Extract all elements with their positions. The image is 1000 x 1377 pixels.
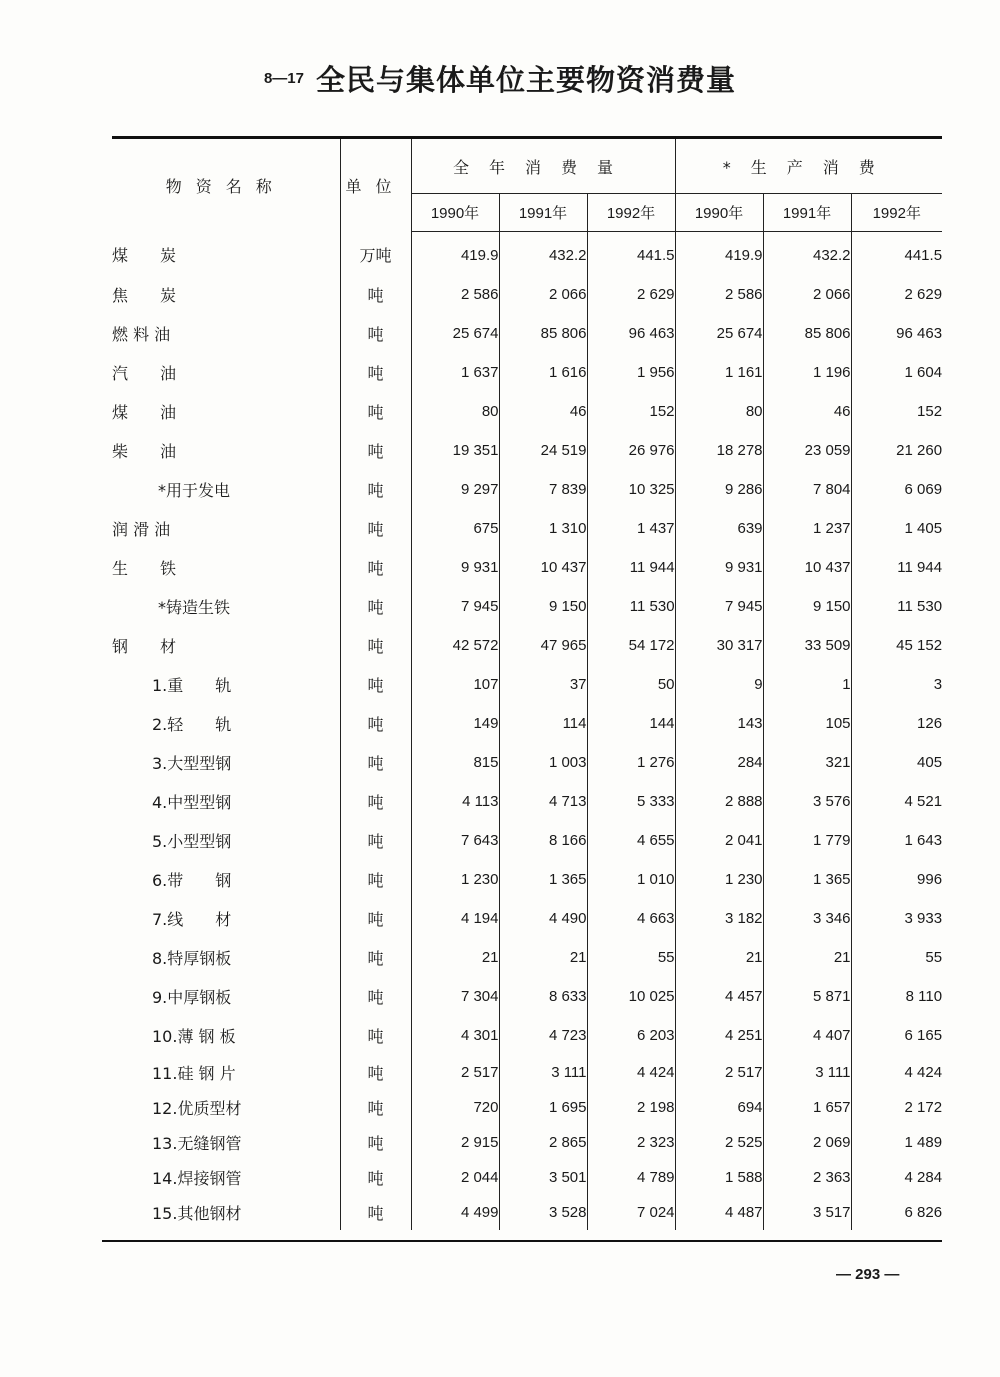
- value-cell: 996: [851, 860, 942, 899]
- unit-cell: 吨: [340, 587, 411, 626]
- value-cell: 1 365: [763, 860, 851, 899]
- material-name: 燃 料 油: [112, 324, 171, 344]
- value-cell: 419.9: [411, 231, 499, 275]
- table-row: [112, 977, 942, 1016]
- value-cell: 37: [499, 665, 587, 704]
- material-name: *铸造生铁: [158, 597, 231, 617]
- value-cell: 432.2: [763, 231, 851, 275]
- value-cell: 405: [851, 743, 942, 782]
- value-cell: 10 437: [763, 548, 851, 587]
- value-cell: 1 230: [411, 860, 499, 899]
- value-cell: 6 203: [587, 1016, 675, 1055]
- table-row: [112, 587, 942, 626]
- table-title: 全民与集体单位主要物资消费量: [316, 63, 737, 97]
- table-row: [112, 665, 942, 704]
- page-title: [0, 58, 1000, 99]
- value-cell: 25 674: [675, 314, 763, 353]
- value-cell: 96 463: [587, 314, 675, 353]
- value-cell: 8 166: [499, 821, 587, 860]
- value-cell: 10 025: [587, 977, 675, 1016]
- value-cell: 7 304: [411, 977, 499, 1016]
- value-cell: 4 723: [499, 1016, 587, 1055]
- value-cell: 21: [499, 938, 587, 977]
- value-cell: 3 111: [763, 1055, 851, 1090]
- value-cell: 2 865: [499, 1125, 587, 1160]
- unit-cell: 吨: [340, 1090, 411, 1125]
- value-cell: 639: [675, 509, 763, 548]
- value-cell: 4 194: [411, 899, 499, 938]
- material-name: 煤 炭: [112, 246, 177, 266]
- value-cell: 2 517: [675, 1055, 763, 1090]
- value-cell: 284: [675, 743, 763, 782]
- value-cell: 4 284: [851, 1160, 942, 1195]
- value-cell: 2 629: [851, 275, 942, 314]
- value-cell: 441.5: [851, 231, 942, 275]
- value-cell: 2 172: [851, 1090, 942, 1125]
- value-cell: 126: [851, 704, 942, 743]
- bottom-rule: [102, 1240, 942, 1242]
- value-cell: 143: [675, 704, 763, 743]
- value-cell: 9 931: [411, 548, 499, 587]
- value-cell: 1 779: [763, 821, 851, 860]
- value-cell: 2 629: [587, 275, 675, 314]
- header-unit: 单位: [340, 139, 411, 231]
- value-cell: 1 196: [763, 353, 851, 392]
- value-cell: 4 424: [587, 1055, 675, 1090]
- value-cell: 720: [411, 1090, 499, 1125]
- material-name: 汽 油: [112, 363, 177, 383]
- unit-cell: 吨: [340, 275, 411, 314]
- value-cell: 9 286: [675, 470, 763, 509]
- unit-cell: 吨: [340, 1160, 411, 1195]
- value-cell: 4 655: [587, 821, 675, 860]
- value-cell: 1 643: [851, 821, 942, 860]
- header-production-consumption: *生产消费: [675, 139, 942, 194]
- material-name: 生 铁: [112, 558, 177, 578]
- value-cell: 1 237: [763, 509, 851, 548]
- value-cell: 3 346: [763, 899, 851, 938]
- value-cell: 6 165: [851, 1016, 942, 1055]
- value-cell: 2 517: [411, 1055, 499, 1090]
- value-cell: 4 521: [851, 782, 942, 821]
- value-cell: 5 871: [763, 977, 851, 1016]
- value-cell: 4 457: [675, 977, 763, 1016]
- material-name: 柴 油: [112, 441, 177, 461]
- unit-cell: 吨: [340, 353, 411, 392]
- value-cell: 4 113: [411, 782, 499, 821]
- table-row: [112, 1090, 942, 1125]
- unit-cell: 吨: [340, 821, 411, 860]
- value-cell: 46: [763, 392, 851, 431]
- value-cell: 11 944: [851, 548, 942, 587]
- value-cell: 80: [675, 392, 763, 431]
- value-cell: 25 674: [411, 314, 499, 353]
- value-cell: 11 944: [587, 548, 675, 587]
- header-year: 1991年: [763, 194, 851, 231]
- value-cell: 3 528: [499, 1195, 587, 1230]
- value-cell: 4 424: [851, 1055, 942, 1090]
- value-cell: 419.9: [675, 231, 763, 275]
- value-cell: 96 463: [851, 314, 942, 353]
- value-cell: 1 161: [675, 353, 763, 392]
- value-cell: 10 325: [587, 470, 675, 509]
- unit-cell: 吨: [340, 782, 411, 821]
- material-name: 13.无缝钢管: [152, 1133, 242, 1153]
- material-name: 5.小型型钢: [152, 831, 232, 851]
- table-row: [112, 626, 942, 665]
- value-cell: 1 588: [675, 1160, 763, 1195]
- table-row: [112, 1125, 942, 1160]
- value-cell: 80: [411, 392, 499, 431]
- header-material-name: 物资名称: [165, 176, 286, 196]
- value-cell: 1 637: [411, 353, 499, 392]
- value-cell: 5 333: [587, 782, 675, 821]
- value-cell: 7 024: [587, 1195, 675, 1230]
- value-cell: 21: [675, 938, 763, 977]
- value-cell: 1 657: [763, 1090, 851, 1125]
- value-cell: 2 069: [763, 1125, 851, 1160]
- material-name: 10.薄 钢 板: [152, 1026, 236, 1046]
- material-name: 9.中厚钢板: [152, 987, 232, 1007]
- unit-cell: 吨: [340, 509, 411, 548]
- value-cell: 2 066: [763, 275, 851, 314]
- material-name: 11.硅 钢 片: [152, 1063, 236, 1083]
- value-cell: 1 003: [499, 743, 587, 782]
- table-row: [112, 899, 942, 938]
- value-cell: 4 663: [587, 899, 675, 938]
- value-cell: 114: [499, 704, 587, 743]
- value-cell: 4 499: [411, 1195, 499, 1230]
- value-cell: 3 576: [763, 782, 851, 821]
- value-cell: 7 945: [411, 587, 499, 626]
- table-row: [112, 1195, 942, 1230]
- table-row: [112, 704, 942, 743]
- value-cell: 815: [411, 743, 499, 782]
- unit-cell: 吨: [340, 1195, 411, 1230]
- value-cell: 441.5: [587, 231, 675, 275]
- table-row: [112, 392, 942, 431]
- value-cell: 2 041: [675, 821, 763, 860]
- value-cell: 1 365: [499, 860, 587, 899]
- value-cell: 1 956: [587, 353, 675, 392]
- table-row: [112, 743, 942, 782]
- value-cell: 3 182: [675, 899, 763, 938]
- material-name: 煤 油: [112, 402, 177, 422]
- material-name: 4.中型型钢: [152, 792, 232, 812]
- value-cell: 19 351: [411, 431, 499, 470]
- consumption-table: [112, 139, 942, 1230]
- page-number: — 293 —: [836, 1266, 900, 1283]
- value-cell: 21: [411, 938, 499, 977]
- value-cell: 2 586: [675, 275, 763, 314]
- value-cell: 2 363: [763, 1160, 851, 1195]
- value-cell: 2 586: [411, 275, 499, 314]
- value-cell: 7 643: [411, 821, 499, 860]
- table-row: [112, 1055, 942, 1090]
- value-cell: 9 931: [675, 548, 763, 587]
- value-cell: 149: [411, 704, 499, 743]
- value-cell: 1 310: [499, 509, 587, 548]
- value-cell: 4 407: [763, 1016, 851, 1055]
- value-cell: 4 251: [675, 1016, 763, 1055]
- value-cell: 3: [851, 665, 942, 704]
- value-cell: 6 069: [851, 470, 942, 509]
- value-cell: 144: [587, 704, 675, 743]
- table-row: [112, 548, 942, 587]
- unit-cell: 吨: [340, 392, 411, 431]
- value-cell: 23 059: [763, 431, 851, 470]
- value-cell: 11 530: [851, 587, 942, 626]
- unit-cell: 吨: [340, 860, 411, 899]
- value-cell: 4 490: [499, 899, 587, 938]
- value-cell: 694: [675, 1090, 763, 1125]
- value-cell: 55: [587, 938, 675, 977]
- value-cell: 2 044: [411, 1160, 499, 1195]
- value-cell: 3 111: [499, 1055, 587, 1090]
- value-cell: 1: [763, 665, 851, 704]
- table-row: [112, 1160, 942, 1195]
- unit-cell: 吨: [340, 470, 411, 509]
- value-cell: 1 604: [851, 353, 942, 392]
- table-row: [112, 860, 942, 899]
- value-cell: 7 804: [763, 470, 851, 509]
- value-cell: 105: [763, 704, 851, 743]
- material-name: 15.其他钢材: [152, 1203, 242, 1223]
- value-cell: 2 323: [587, 1125, 675, 1160]
- value-cell: 1 695: [499, 1090, 587, 1125]
- value-cell: 8 110: [851, 977, 942, 1016]
- table-row: [112, 938, 942, 977]
- unit-cell: 吨: [340, 977, 411, 1016]
- material-name: 12.优质型材: [152, 1098, 242, 1118]
- value-cell: 3 501: [499, 1160, 587, 1195]
- unit-cell: 吨: [340, 548, 411, 587]
- table-row: [112, 470, 942, 509]
- value-cell: 1 405: [851, 509, 942, 548]
- material-name: 钢 材: [112, 636, 177, 656]
- value-cell: 3 517: [763, 1195, 851, 1230]
- value-cell: 2 915: [411, 1125, 499, 1160]
- unit-cell: 吨: [340, 626, 411, 665]
- table-row: [112, 275, 942, 314]
- table-row: [112, 821, 942, 860]
- value-cell: 152: [851, 392, 942, 431]
- value-cell: 1 010: [587, 860, 675, 899]
- value-cell: 2 525: [675, 1125, 763, 1160]
- value-cell: 2 888: [675, 782, 763, 821]
- table-row: [112, 1016, 942, 1055]
- unit-cell: 吨: [340, 1125, 411, 1160]
- material-name: 润 滑 油: [112, 519, 171, 539]
- value-cell: 21: [763, 938, 851, 977]
- value-cell: 3 933: [851, 899, 942, 938]
- header-year: 1991年: [499, 194, 587, 231]
- value-cell: 46: [499, 392, 587, 431]
- material-name: 6.带 钢: [152, 870, 232, 890]
- header-annual-consumption: 全年消费量: [411, 139, 675, 194]
- unit-cell: 吨: [340, 665, 411, 704]
- table-body: [112, 231, 942, 1230]
- value-cell: 47 965: [499, 626, 587, 665]
- unit-cell: 吨: [340, 899, 411, 938]
- value-cell: 55: [851, 938, 942, 977]
- value-cell: 1 489: [851, 1125, 942, 1160]
- value-cell: 9 150: [499, 587, 587, 626]
- value-cell: 9 150: [763, 587, 851, 626]
- material-name: 1.重 轨: [152, 675, 232, 695]
- value-cell: 30 317: [675, 626, 763, 665]
- unit-cell: 吨: [340, 938, 411, 977]
- value-cell: 6 826: [851, 1195, 942, 1230]
- value-cell: 24 519: [499, 431, 587, 470]
- value-cell: 4 789: [587, 1160, 675, 1195]
- value-cell: 1 437: [587, 509, 675, 548]
- unit-cell: 吨: [340, 704, 411, 743]
- unit-cell: 吨: [340, 314, 411, 353]
- value-cell: 2 198: [587, 1090, 675, 1125]
- value-cell: 85 806: [763, 314, 851, 353]
- table-code: 8—17: [263, 70, 304, 87]
- material-name: 7.线 材: [152, 909, 232, 929]
- value-cell: 33 509: [763, 626, 851, 665]
- value-cell: 10 437: [499, 548, 587, 587]
- unit-cell: 吨: [340, 1055, 411, 1090]
- value-cell: 321: [763, 743, 851, 782]
- value-cell: 9: [675, 665, 763, 704]
- value-cell: 9 297: [411, 470, 499, 509]
- unit-cell: 吨: [340, 743, 411, 782]
- value-cell: 7 839: [499, 470, 587, 509]
- value-cell: 21 260: [851, 431, 942, 470]
- unit-cell: 万吨: [340, 231, 411, 275]
- value-cell: 8 633: [499, 977, 587, 1016]
- material-name: *用于发电: [158, 480, 231, 500]
- value-cell: 11 530: [587, 587, 675, 626]
- unit-cell: 吨: [340, 1016, 411, 1055]
- header-year: 1992年: [851, 194, 942, 231]
- value-cell: 4 301: [411, 1016, 499, 1055]
- table-row: [112, 353, 942, 392]
- header-year: 1990年: [411, 194, 499, 231]
- material-name: 2.轻 轨: [152, 714, 232, 734]
- value-cell: 4 487: [675, 1195, 763, 1230]
- value-cell: 1 276: [587, 743, 675, 782]
- value-cell: 1 230: [675, 860, 763, 899]
- material-name: 焦 炭: [112, 285, 177, 305]
- value-cell: 2 066: [499, 275, 587, 314]
- value-cell: 42 572: [411, 626, 499, 665]
- table-row: [112, 314, 942, 353]
- material-name: 14.焊接钢管: [152, 1168, 242, 1188]
- value-cell: 26 976: [587, 431, 675, 470]
- value-cell: 50: [587, 665, 675, 704]
- value-cell: 7 945: [675, 587, 763, 626]
- value-cell: 85 806: [499, 314, 587, 353]
- value-cell: 432.2: [499, 231, 587, 275]
- table-row: [112, 231, 942, 275]
- header-year: 1992年: [587, 194, 675, 231]
- value-cell: 1 616: [499, 353, 587, 392]
- material-name: 3.大型型钢: [152, 753, 232, 773]
- material-name: 8.特厚钢板: [152, 948, 232, 968]
- value-cell: 152: [587, 392, 675, 431]
- value-cell: 4 713: [499, 782, 587, 821]
- table-row: [112, 509, 942, 548]
- header-year: 1990年: [675, 194, 763, 231]
- value-cell: 18 278: [675, 431, 763, 470]
- table-row: [112, 782, 942, 821]
- unit-cell: 吨: [340, 431, 411, 470]
- value-cell: 107: [411, 665, 499, 704]
- value-cell: 675: [411, 509, 499, 548]
- table-row: [112, 431, 942, 470]
- value-cell: 54 172: [587, 626, 675, 665]
- value-cell: 45 152: [851, 626, 942, 665]
